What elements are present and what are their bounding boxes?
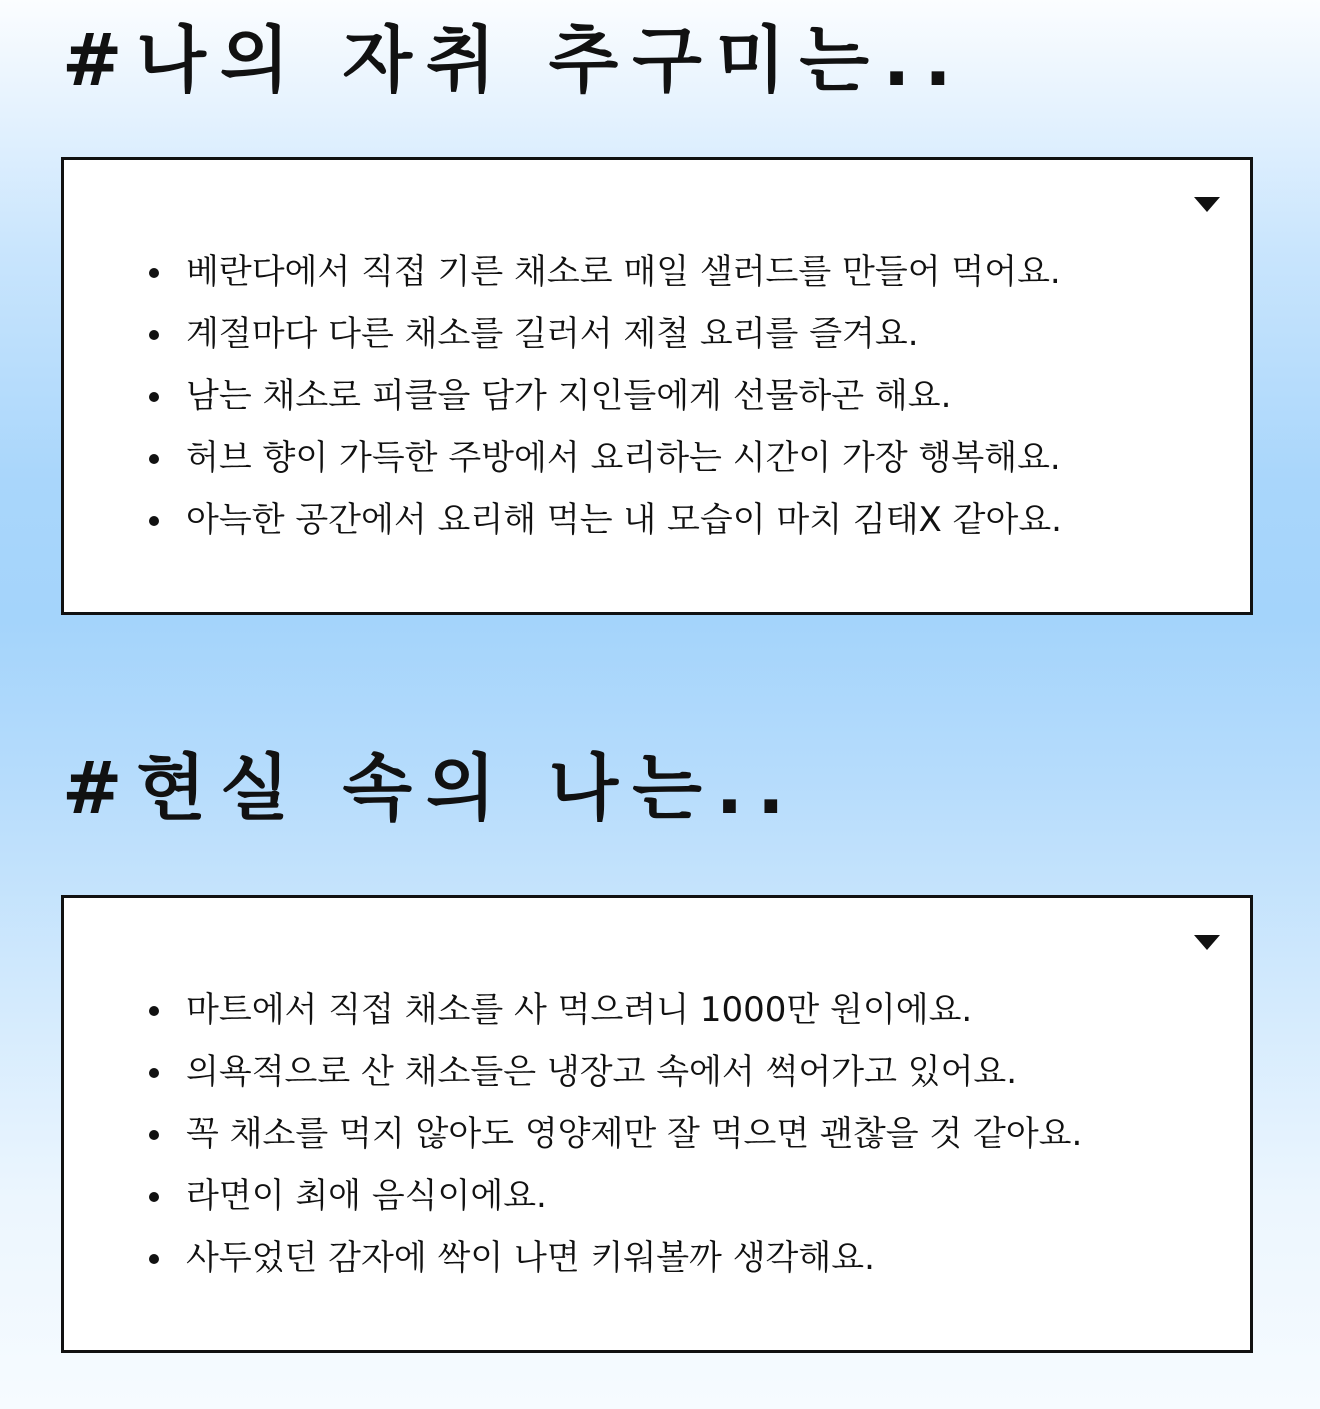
reality-list-panel — [61, 895, 1253, 1353]
list-item: 라면이 최애 음식이에요. — [144, 1172, 1082, 1234]
section-title-aspiration: #나의 자취 추구미는.. — [62, 18, 966, 102]
list-item: 아늑한 공간에서 요리해 먹는 내 모습이 마치 김태X 같아요. — [144, 496, 1062, 558]
caret-down-icon[interactable] — [1194, 935, 1220, 950]
aspiration-list — [144, 248, 1062, 558]
list-item: 남는 채소로 피클을 담가 지인들에게 선물하곤 해요. — [144, 372, 1062, 434]
section-title-reality: #현실 속의 나는.. — [62, 746, 799, 830]
caret-down-icon[interactable] — [1194, 197, 1220, 212]
list-item: 사두었던 감자에 싹이 나면 키워볼까 생각해요. — [144, 1234, 1082, 1296]
reality-list — [144, 986, 1082, 1296]
list-item: 꼭 채소를 먹지 않아도 영양제만 잘 먹으면 괜찮을 것 같아요. — [144, 1110, 1082, 1172]
list-item: 계절마다 다른 채소를 길러서 제철 요리를 즐겨요. — [144, 310, 1062, 372]
aspiration-list-panel — [61, 157, 1253, 615]
list-item: 의욕적으로 산 채소들은 냉장고 속에서 썩어가고 있어요. — [144, 1048, 1082, 1110]
list-item: 허브 향이 가득한 주방에서 요리하는 시간이 가장 행복해요. — [144, 434, 1062, 496]
list-item: 마트에서 직접 채소를 사 먹으려니 1000만 원이에요. — [144, 986, 1082, 1048]
list-item: 베란다에서 직접 기른 채소로 매일 샐러드를 만들어 먹어요. — [144, 248, 1062, 310]
